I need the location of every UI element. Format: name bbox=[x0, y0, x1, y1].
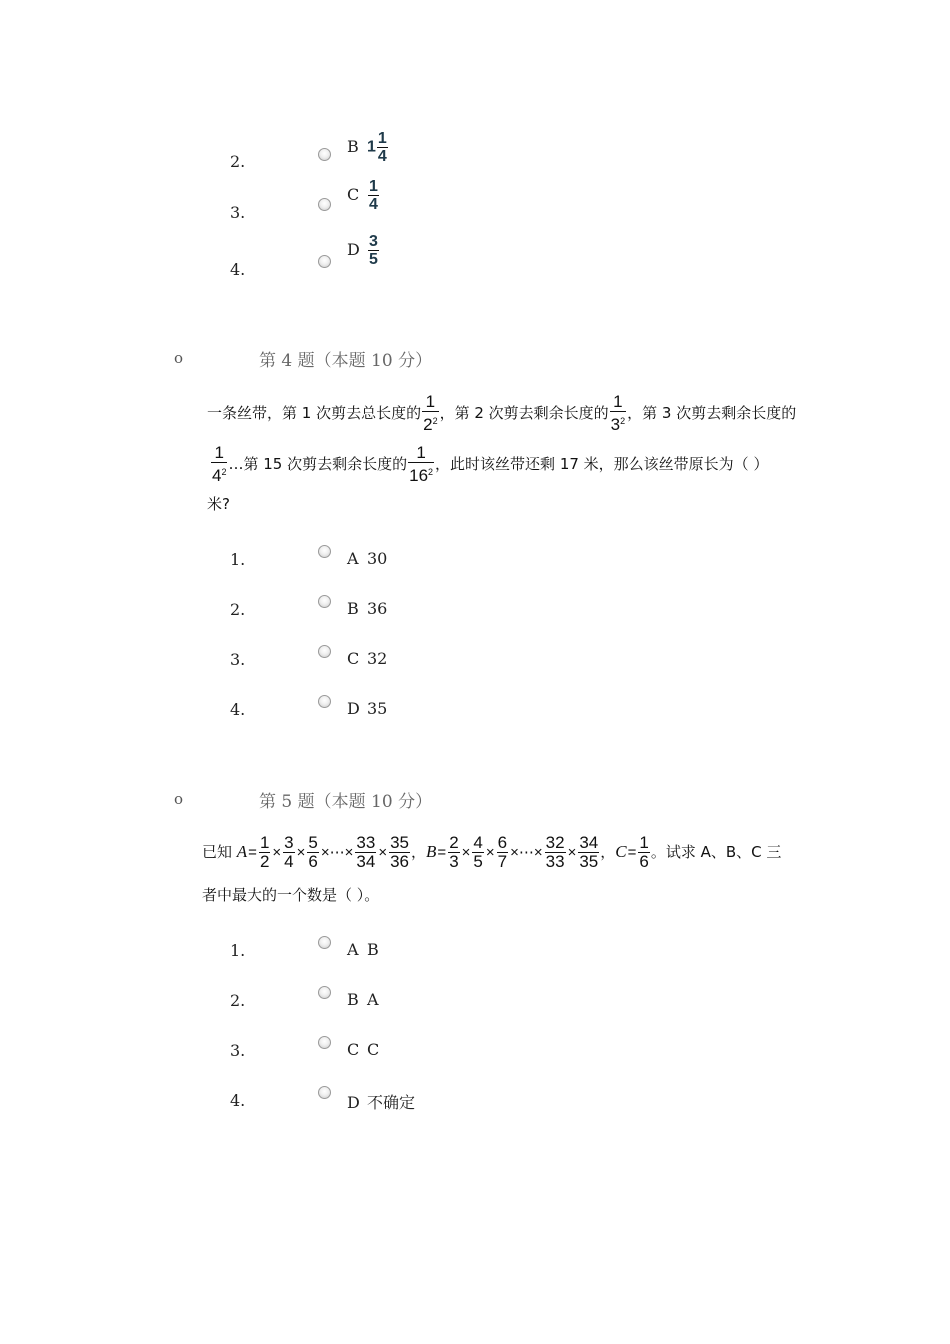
option-label bbox=[347, 130, 389, 165]
question-text-line bbox=[207, 393, 796, 434]
option-radio-b[interactable] bbox=[318, 148, 331, 161]
option-number: 3. bbox=[230, 203, 246, 222]
numerator: 5 bbox=[308, 833, 318, 852]
text-run: 。试求 A、B、C 三 bbox=[650, 843, 782, 861]
option-letter: B bbox=[347, 990, 359, 1009]
fraction bbox=[307, 834, 318, 871]
numerator: 35 bbox=[390, 833, 410, 852]
denominator: 7 bbox=[497, 852, 508, 871]
fraction bbox=[497, 834, 508, 871]
numerator: 1 bbox=[416, 443, 426, 462]
option-label bbox=[347, 1090, 415, 1113]
denominator: 5 bbox=[369, 251, 378, 268]
question-text-line bbox=[210, 444, 768, 485]
fraction bbox=[283, 834, 294, 871]
numerator: 6 bbox=[497, 833, 508, 852]
option-letter: A bbox=[347, 940, 359, 959]
fraction bbox=[545, 834, 566, 871]
denominator bbox=[408, 462, 434, 485]
option-number: 2. bbox=[230, 152, 246, 171]
option-fraction bbox=[368, 178, 379, 213]
option-letter: C bbox=[347, 1040, 360, 1059]
base: 2 bbox=[423, 415, 433, 434]
option-number: 2. bbox=[230, 991, 246, 1010]
numerator: 4 bbox=[473, 833, 483, 852]
option-letter: C bbox=[347, 649, 360, 668]
option-radio-c[interactable] bbox=[318, 645, 331, 658]
times-sign: × bbox=[378, 844, 388, 861]
ellipsis-product: ×⋯× bbox=[320, 844, 354, 861]
option-radio-b[interactable] bbox=[318, 595, 331, 608]
list-bullet: o bbox=[174, 790, 184, 808]
denominator: 4 bbox=[369, 196, 378, 213]
option-letter: D bbox=[347, 699, 360, 718]
list-bullet: o bbox=[174, 349, 184, 367]
option-number: 3. bbox=[230, 650, 246, 669]
numerator: 34 bbox=[579, 833, 599, 852]
text-run: 已知 bbox=[202, 843, 237, 861]
option-fraction bbox=[368, 233, 379, 268]
fraction bbox=[355, 834, 376, 871]
denominator bbox=[422, 411, 438, 434]
question-title: 第 5 题（本题 10 分） bbox=[259, 792, 433, 812]
option-radio-a[interactable] bbox=[318, 936, 331, 949]
numerator: 1 bbox=[259, 833, 270, 852]
numerator: 1 bbox=[214, 443, 224, 462]
numerator: 3 bbox=[284, 833, 294, 852]
numerator: 2 bbox=[449, 833, 459, 852]
numerator: 33 bbox=[356, 833, 376, 852]
option-label bbox=[347, 599, 387, 618]
denominator: 6 bbox=[639, 852, 649, 871]
option-number: 4. bbox=[230, 1091, 246, 1110]
option-text: 不确定 bbox=[367, 1093, 416, 1112]
question-text-line bbox=[202, 834, 781, 871]
text-run: ，第 2 次剪去剩余长度的 bbox=[439, 404, 609, 422]
fraction bbox=[408, 444, 434, 485]
text-run: ，第 3 次剪去剩余长度的 bbox=[627, 404, 797, 422]
option-number: 4. bbox=[230, 260, 246, 279]
base: 4 bbox=[212, 466, 222, 485]
times-sign: × bbox=[461, 844, 471, 861]
variable-b: B bbox=[426, 842, 437, 861]
option-label bbox=[347, 649, 387, 668]
exponent: 2 bbox=[221, 467, 227, 477]
option-letter: B bbox=[347, 599, 359, 618]
exponent: 2 bbox=[620, 416, 626, 426]
numerator: 1 bbox=[613, 392, 623, 411]
ellipsis-product: ×⋯× bbox=[510, 844, 543, 861]
times-sign: × bbox=[272, 844, 282, 861]
denominator: 6 bbox=[308, 852, 318, 871]
option-radio-d[interactable] bbox=[318, 1086, 331, 1099]
option-text: 32 bbox=[367, 649, 388, 668]
denominator: 3 bbox=[449, 852, 459, 871]
exponent: 2 bbox=[428, 467, 434, 477]
question-text-line: 者中最大的一个数是（ ）。 bbox=[202, 886, 380, 904]
question-text-line: 米? bbox=[207, 495, 230, 513]
comma: ， bbox=[411, 843, 427, 861]
fraction bbox=[211, 444, 227, 485]
denominator: 4 bbox=[377, 148, 387, 165]
option-number: 4. bbox=[230, 700, 246, 719]
equals-sign: = bbox=[248, 844, 257, 861]
denominator: 34 bbox=[356, 852, 376, 871]
denominator bbox=[610, 411, 626, 434]
times-sign: × bbox=[296, 844, 306, 861]
fraction bbox=[259, 834, 270, 871]
option-label bbox=[347, 940, 379, 959]
option-letter: A bbox=[347, 549, 359, 568]
option-text: B bbox=[367, 940, 379, 959]
fraction bbox=[638, 834, 649, 871]
variable-c: C bbox=[615, 842, 627, 861]
option-text: C bbox=[367, 1040, 380, 1059]
mixed-whole: 1 bbox=[367, 138, 376, 156]
equals-sign: = bbox=[437, 844, 447, 861]
base: 3 bbox=[610, 415, 621, 434]
variable-a: A bbox=[236, 842, 248, 861]
option-label bbox=[347, 549, 387, 568]
denominator: 33 bbox=[545, 852, 565, 871]
question-title: 第 4 题（本题 10 分） bbox=[259, 351, 433, 371]
base: 16 bbox=[409, 466, 429, 485]
option-radio-a[interactable] bbox=[318, 545, 331, 558]
option-text: 30 bbox=[367, 549, 388, 568]
option-radio-d[interactable] bbox=[318, 255, 331, 268]
fraction bbox=[578, 834, 599, 871]
numerator: 1 bbox=[377, 130, 387, 147]
denominator: 2 bbox=[259, 852, 270, 871]
denominator bbox=[211, 462, 227, 485]
option-label bbox=[347, 233, 380, 268]
times-sign: × bbox=[485, 844, 495, 861]
denominator: 4 bbox=[284, 852, 294, 871]
numerator: 32 bbox=[545, 833, 565, 852]
option-label bbox=[347, 990, 379, 1009]
comma: ， bbox=[600, 843, 616, 861]
times-sign: × bbox=[567, 844, 577, 861]
text-run: ，此时该丝带还剩 17 米，那么该丝带原长为（ ） bbox=[435, 455, 769, 473]
option-radio-b[interactable] bbox=[318, 986, 331, 999]
equals-sign: = bbox=[627, 844, 637, 861]
option-number: 1. bbox=[230, 550, 246, 569]
numerator: 1 bbox=[639, 833, 649, 852]
option-radio-c[interactable] bbox=[318, 1036, 331, 1049]
option-label bbox=[347, 699, 387, 718]
denominator: 36 bbox=[390, 852, 410, 871]
fraction bbox=[422, 393, 438, 434]
option-fraction bbox=[377, 130, 388, 165]
denominator: 5 bbox=[473, 852, 483, 871]
option-radio-d[interactable] bbox=[318, 695, 331, 708]
exponent: 2 bbox=[432, 416, 438, 426]
option-text: A bbox=[367, 990, 379, 1009]
numerator: 1 bbox=[425, 392, 436, 411]
option-letter: C bbox=[347, 185, 360, 204]
numerator: 3 bbox=[369, 233, 378, 250]
option-label bbox=[347, 1040, 379, 1059]
denominator: 35 bbox=[579, 852, 599, 871]
option-letter: D bbox=[347, 240, 360, 259]
option-text: 36 bbox=[367, 599, 388, 618]
option-number: 1. bbox=[230, 941, 246, 960]
fraction bbox=[448, 834, 459, 871]
fraction bbox=[389, 834, 410, 871]
option-number: 3. bbox=[230, 1041, 246, 1060]
numerator: 1 bbox=[369, 178, 378, 195]
fraction bbox=[610, 393, 626, 434]
option-text: 35 bbox=[367, 699, 388, 718]
option-number: 2. bbox=[230, 600, 246, 619]
option-letter: B bbox=[347, 137, 359, 156]
option-radio-c[interactable] bbox=[318, 198, 331, 211]
text-run: …第 15 次剪去剩余长度的 bbox=[228, 455, 408, 473]
option-label bbox=[347, 178, 380, 213]
fraction bbox=[472, 834, 483, 871]
option-letter: D bbox=[347, 1093, 360, 1112]
text-run: 一条丝带，第 1 次剪去总长度的 bbox=[207, 404, 422, 422]
